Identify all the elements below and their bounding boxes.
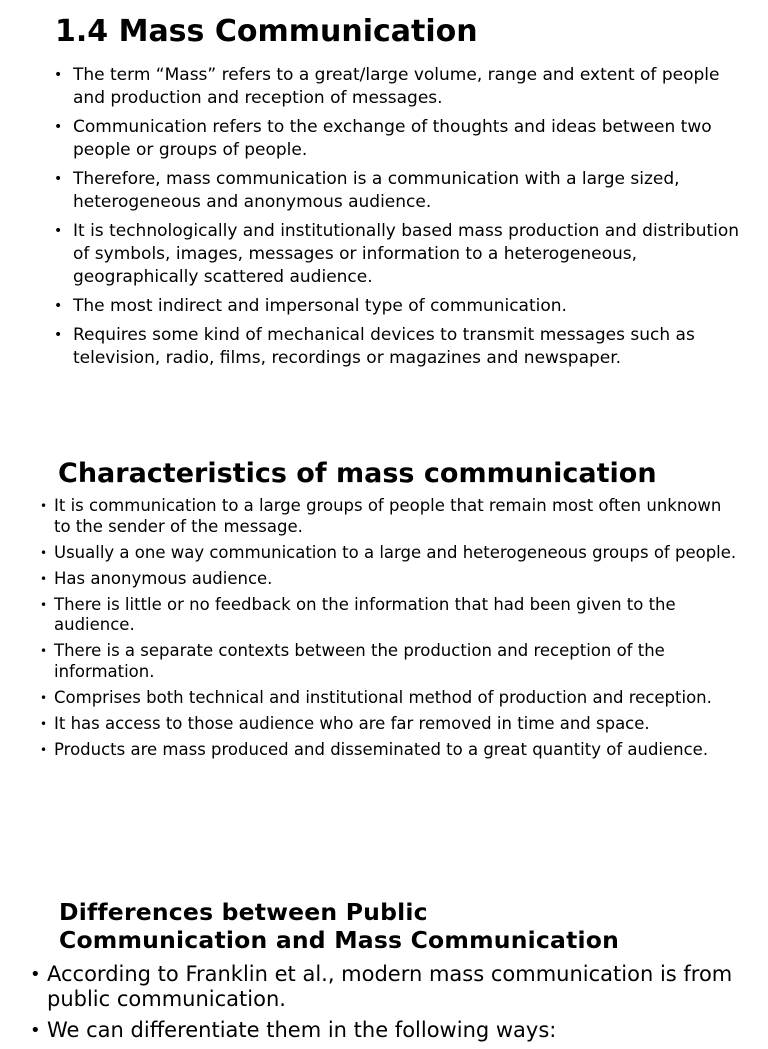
bullet-text: It has access to those audience who are far removed in time and space.: [54, 713, 650, 733]
bullet-item: [40, 740, 740, 761]
bullet-text: Usually a one way communication to a large and heterogeneous groups of people.: [54, 542, 737, 562]
bullet-text: Has anonymous audience.: [54, 568, 273, 588]
bullet-icon: •: [40, 644, 48, 658]
bullet-icon: •: [54, 327, 63, 343]
bullet-text: It is technologically and institutionally based mass production and distribution of symbols, images, messages or information to a heterogeneous, geographically scattered audience.: [73, 221, 740, 287]
bullet-text: Requires some kind of mechanical devices to transmit messages such as television, radio, films, recordings or magazines and newspaper.: [73, 325, 695, 368]
bullet-text: According to Franklin et al., modern mass communication is from public communication.: [47, 962, 733, 1011]
bullet-icon: •: [54, 67, 63, 83]
bullet-text: There is a separate contexts between the production and reception of the information.: [54, 641, 665, 681]
bullet-icon: •: [40, 597, 48, 612]
slide-mass-communication: [0, 0, 768, 420]
bullet-text: The term “Mass” refers to a great/large volume, range and extent of people and production and reception of messages.: [73, 65, 720, 108]
bullet-text: Communication refers to the exchange of thoughts and ideas between two people or groups of people.: [73, 117, 712, 160]
bullet-item: [54, 64, 744, 110]
bullet-icon: •: [54, 171, 63, 187]
bullet-item: [40, 714, 740, 735]
bullet-item: [54, 116, 744, 162]
bullet-item: [54, 295, 744, 318]
bullet-icon: •: [40, 571, 48, 586]
bullet-item: [40, 688, 740, 709]
slide-title-line-2: Communication and Mass Communication: [59, 926, 620, 954]
bullet-item: [54, 220, 744, 289]
slide-title-line-1: Differences between Public: [59, 898, 428, 926]
bullet-icon: •: [54, 223, 63, 239]
bullet-list: [54, 64, 744, 376]
bullet-text: It is communication to a large groups of people that remain most often unknown to the sender of the message.: [54, 496, 722, 536]
bullet-item: [40, 496, 740, 537]
bullet-item: [40, 543, 740, 564]
bullet-item: [40, 595, 740, 636]
bullet-item: [40, 569, 740, 590]
bullet-text: Products are mass produced and disseminated to a great quantity of audience.: [54, 739, 709, 759]
bullet-icon: •: [54, 119, 63, 135]
bullet-text: The most indirect and impersonal type of communication.: [73, 296, 567, 316]
bullet-icon: •: [30, 964, 41, 985]
bullet-list: [30, 962, 750, 1049]
bullet-text: There is little or no feedback on the information that had been given to the audience.: [54, 594, 676, 634]
bullet-icon: •: [40, 716, 48, 731]
bullet-item: [40, 641, 740, 682]
slide-title: Characteristics of mass communication: [58, 458, 657, 489]
slide-title: [59, 898, 719, 954]
bullet-icon: •: [40, 499, 48, 513]
bullet-icon: •: [30, 1020, 41, 1041]
slide-characteristics: [0, 440, 768, 840]
bullet-text: We can differentiate them in the following ways:: [47, 1018, 557, 1042]
bullet-text: Therefore, mass communication is a communication with a large sized, heterogeneous and anonymous audience.: [73, 169, 680, 212]
bullet-item: [54, 324, 744, 370]
bullet-text: Comprises both technical and institutional method of production and reception.: [54, 687, 712, 707]
bullet-list: [40, 496, 740, 766]
bullet-icon: •: [40, 545, 48, 560]
slide-differences: [0, 880, 768, 1042]
bullet-icon: •: [54, 298, 63, 314]
bullet-item: [54, 168, 744, 214]
bullet-icon: •: [40, 690, 48, 705]
bullet-item: [30, 1018, 750, 1043]
bullet-item: [30, 962, 750, 1012]
bullet-icon: •: [40, 742, 48, 757]
slide-title: 1.4 Mass Communication: [55, 14, 478, 49]
